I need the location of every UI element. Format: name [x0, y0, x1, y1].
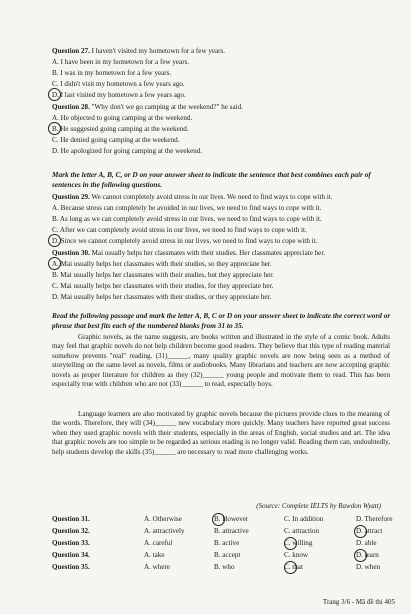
answer-option-d: D. able — [356, 539, 377, 547]
instruction-combine: Mark the letter A, B, C, or D on your answer sheet to indicate the sentence that best combines each pair of sentences in the following questions. — [52, 170, 371, 189]
answer-question-label: Question 34. — [52, 551, 90, 559]
q30-stem — [52, 249, 325, 258]
q29-option-b: B. As long as we can completely avoid stress in our lives, we need to find ways to cope with it. — [52, 215, 322, 223]
q30-option-c: C. Mai usually helps her classmates with their studies, for they appreciate her. — [52, 282, 274, 290]
answer-question-label: Question 31. — [52, 515, 90, 523]
answer-question-label: Question 33. — [52, 539, 90, 547]
answer-option-a: A. attractively — [144, 527, 185, 535]
q27-option-a: A. I have been in my hometown for a few years. — [52, 58, 190, 66]
q27-text: I haven't visited my hometown for a few years. — [91, 47, 226, 55]
q28-option-b: B. He suggested going camping at the weekend. — [52, 125, 189, 133]
passage-paragraph-1: Graphic novels, as the name suggests, are books written and illustrated in the style of a comic book. Adults may feel that graphic novels do not help children become good readers. They believe that this type of reading material somehow prevents "real" reading. (31)______, many quality graphic novels are now being seen as a method of storytelling on the same level as novels, films or audiobooks. Many librarians and teachers are now accepting graphic novels as proper literature for children as they (32)______ young people and motivate them to read. This has been especially true with children who are not (33)______ to read, especially boys. — [52, 333, 390, 389]
answer-row-35 — [52, 563, 411, 571]
q27-option-d: D. I last visited my hometown a few years ago. — [52, 91, 186, 99]
q28-option-a: A. He objected to going camping at the weekend. — [52, 114, 193, 122]
q28-stem — [52, 103, 243, 112]
q28-option-d: D. He apologized for going camping at the weekend. — [52, 147, 203, 155]
handwritten-circle-mark — [48, 234, 61, 247]
answer-option-a: A. where — [144, 563, 170, 571]
answer-question-label: Question 32. — [52, 527, 90, 535]
handwritten-circle-mark — [48, 88, 61, 101]
handwritten-circle-mark — [212, 513, 225, 526]
q28-title: Question 28. — [52, 103, 90, 111]
answer-option-d: D. attract — [356, 527, 383, 535]
handwritten-circle-mark — [284, 537, 297, 550]
q27-title: Question 27. — [52, 47, 90, 55]
answer-option-b: B. who — [214, 563, 235, 571]
answer-option-c: C. attraction — [284, 527, 320, 535]
answer-option-a: A. Otherwise — [144, 515, 182, 523]
handwritten-circle-mark — [354, 525, 367, 538]
page-footer: Trang 3/6 - Mã đề thi 405 — [322, 598, 395, 606]
q27-stem — [52, 47, 225, 56]
handwritten-circle-mark — [48, 257, 61, 270]
handwritten-circle-mark — [48, 122, 61, 135]
q30-text: Mai usually helps her classmates with their studies. Her classmates appreciate her. — [91, 249, 326, 257]
handwritten-circle-mark — [354, 549, 367, 562]
answer-option-d: D. Therefore — [356, 515, 393, 523]
answer-option-b: B. active — [214, 539, 240, 547]
q29-option-c: C. After we can completely avoid stress in our lives, we need to find ways to cope with it. — [52, 226, 307, 234]
q29-text: We cannot completely avoid stress in our lives. We need to find ways to cope with it. — [91, 193, 333, 201]
q27-option-c: C. I didn't visit my hometown a few years ago. — [52, 80, 185, 88]
answer-option-d: D. when — [356, 563, 381, 571]
handwritten-circle-mark — [284, 561, 297, 574]
q27-option-b: B. I was in my hometown for a few years. — [52, 69, 172, 77]
q29-stem — [52, 193, 333, 202]
answer-option-b: B. accept — [214, 551, 241, 559]
q28-text: "Why don't we go camping at the weekend?" he said. — [91, 103, 243, 111]
q30-option-a: A. Mai usually helps her classmates with their studies, so they appreciate her. — [52, 260, 272, 268]
q29-option-d: D. Since we cannot completely avoid stress in our lives, we need to find ways to cope with it. — [52, 237, 318, 245]
q29-title: Question 29. — [52, 193, 90, 201]
passage-paragraph-2: Language learners are also motivated by graphic novels because the pictures provide clues to the meaning of the words. Therefore, they will (34)______ new vocabulary more quickly. Many teachers have reported great success when they used graphic novels with their students, especially in the areas of English, social studies and art. The idea that graphic novels are too simple to be regarded as serious reading is no longer valid. Reading them can, undoubtedly, help students develop the skills (35)______ are necessary to read more challenging works. — [52, 410, 390, 456]
answer-option-d: D. learn — [356, 551, 379, 559]
answer-row-31 — [52, 515, 411, 523]
q30-option-d: D. Mai usually helps her classmates with their studies, or they appreciate her. — [52, 293, 272, 301]
answer-option-a: A. careful — [144, 539, 173, 547]
answer-question-label: Question 35. — [52, 563, 90, 571]
passage-source: (Source: Complete IELTS by Rawdon Wyatt) — [256, 502, 381, 510]
answer-row-33 — [52, 539, 411, 547]
q29-option-a: A. Because stress can completely be avoided in our lives, we need to find ways to cope with it. — [52, 204, 322, 212]
instruction-read: Read the following passage and mark the letter A, B, C or D on your answer sheet to indicate the correct word or phrase that best fits each of the numbered blanks from 31 to 35. — [52, 311, 391, 330]
answer-option-c: C. know — [284, 551, 309, 559]
answer-option-a: A. take — [144, 551, 165, 559]
answer-option-b: B. attractive — [214, 527, 249, 535]
answer-option-b: B. However — [214, 515, 249, 523]
answer-option-c: C. that — [284, 563, 303, 571]
q30-option-b: B. Mai usually helps her classmates with their studies, but they appreciate her. — [52, 271, 275, 279]
answer-option-c: C. willing — [284, 539, 313, 547]
q28-option-c: C. He denied going camping at the weekend. — [52, 136, 180, 144]
q30-title: Question 30. — [52, 249, 90, 257]
answer-option-c: C. In addition — [284, 515, 324, 523]
